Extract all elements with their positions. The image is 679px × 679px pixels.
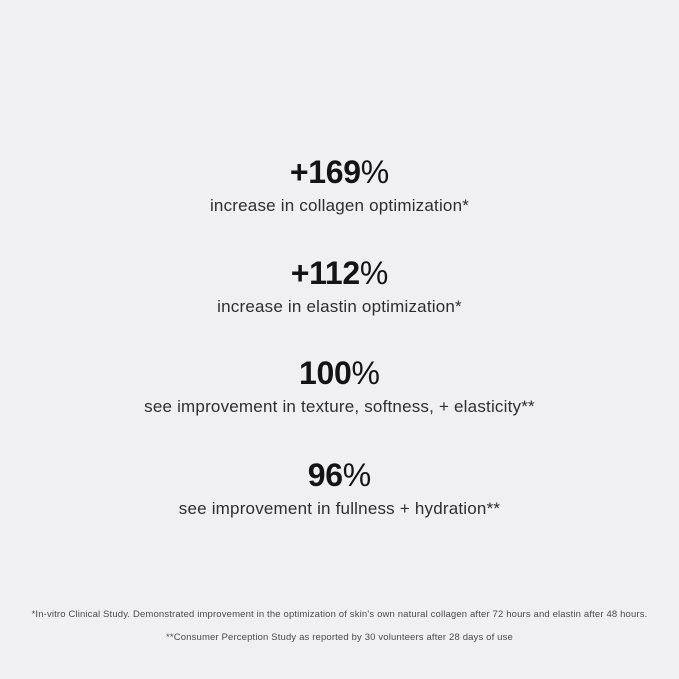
stat-collagen-label: increase in collagen optimization* [209, 196, 470, 215]
stat-fullness-percent-sign: % [342, 457, 372, 493]
stat-collagen [0, 154, 679, 217]
stat-collagen-number: +169 [289, 154, 361, 190]
footnotes [0, 608, 679, 644]
stat-collagen-value [0, 154, 679, 190]
stat-texture-label: see improvement in texture, softness, + elasticity** [144, 397, 535, 416]
stat-fullness-label: see improvement in fullness + hydration** [178, 499, 501, 518]
stat-elastin-value [0, 255, 679, 291]
stat-texture-percent-sign: % [351, 355, 380, 391]
footnote-consumer-study: **Consumer Perception Study as reported by 30 volunteers after 28 days of use [166, 632, 513, 643]
stat-collagen-percent-sign: % [360, 154, 390, 190]
stat-fullness-number: 96 [307, 457, 343, 493]
stat-elastin-label: increase in elastin optimization* [217, 297, 462, 316]
stat-texture-value [0, 355, 679, 391]
stat-elastin-number: +112 [290, 255, 360, 291]
stat-elastin-percent-sign: % [359, 255, 389, 291]
stat-texture [0, 355, 679, 418]
stat-texture-number: 100 [299, 355, 352, 391]
stat-elastin [0, 255, 679, 318]
footnote-clinical-study: *In-vitro Clinical Study. Demonstrated improvement in the optimization of skin’s own natural collagen after 72 hours and elastin after 48 hours. [31, 609, 648, 620]
stat-fullness [0, 457, 679, 520]
stat-fullness-value [0, 457, 679, 493]
